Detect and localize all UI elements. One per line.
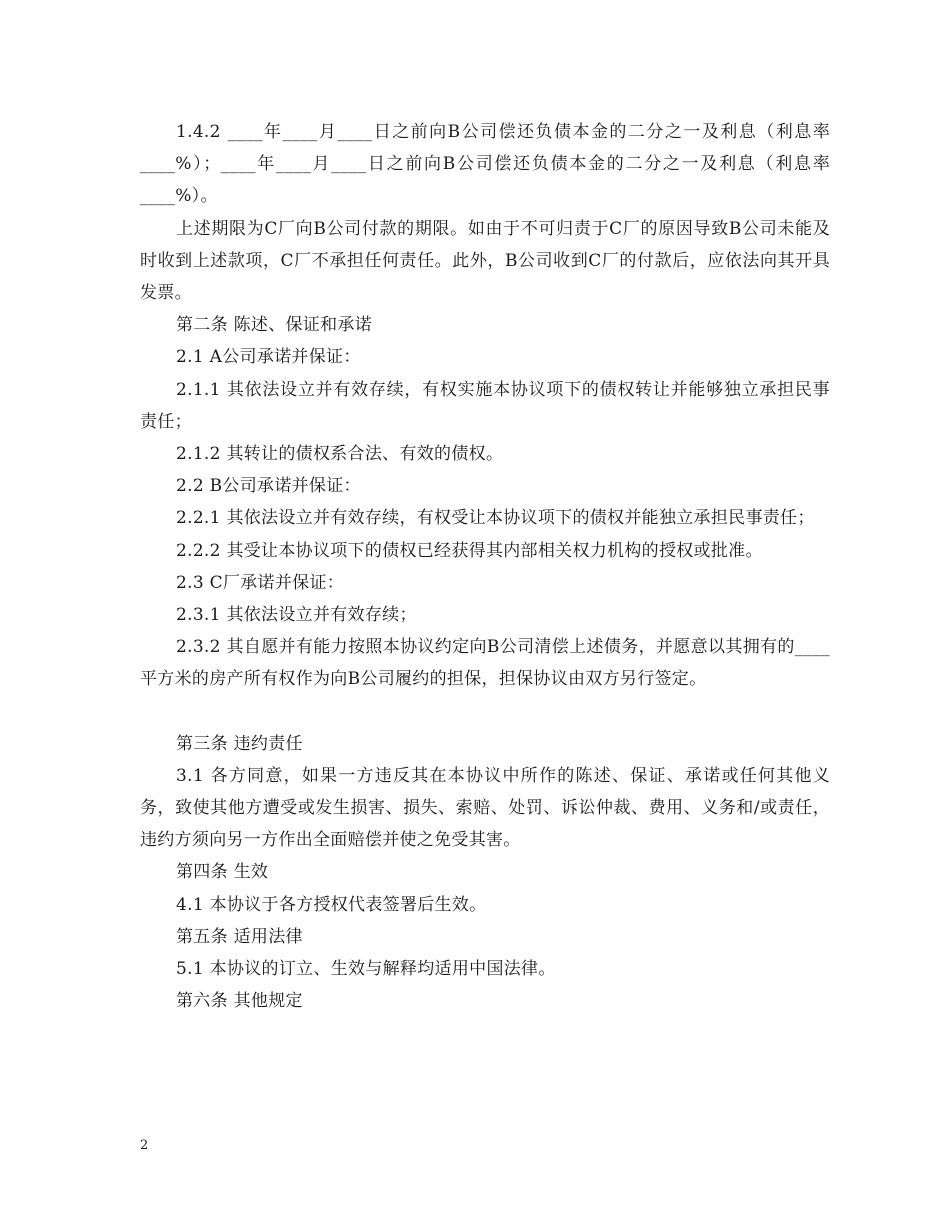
paragraph-2-3: 2.3 C厂承诺并保证： bbox=[176, 572, 345, 593]
heading-article-2: 第二条 陈述、保证和承诺 bbox=[176, 315, 373, 336]
paragraph-2-1-1: 2.1.1 其依法设立并有效存续，有权实施本协议项下的债权转让并能够独立承担民事责任； bbox=[140, 379, 830, 432]
paragraph-2-2-2: 2.2.2 其受让本协议项下的债权已经获得其内部相关权力机构的授权或批准。 bbox=[176, 540, 763, 561]
paragraph-2-1-2: 2.1.2 其转让的债权系合法、有效的债权。 bbox=[176, 444, 504, 465]
heading-article-3: 第三条 违约责任 bbox=[176, 733, 303, 754]
heading-article-4: 第四条 生效 bbox=[176, 862, 269, 883]
paragraph-5-1: 5.1 本协议的订立、生效与解释均适用中国法律。 bbox=[176, 959, 556, 980]
blank-line bbox=[140, 696, 830, 728]
paragraph-2-2: 2.2 B公司承诺并保证： bbox=[176, 476, 361, 497]
paragraph-2-3-2: 2.3.2 其自愿并有能力按照本协议约定向B公司清偿上述债务，并愿意以其拥有的____平方米的房产所有权作为向B公司履约的担保，担保协议由双方另行签定。 bbox=[140, 637, 830, 690]
paragraph-2-1: 2.1 A公司承诺并保证： bbox=[176, 347, 361, 368]
page-number: 2 bbox=[140, 1138, 149, 1153]
paragraph-1-4-2: 1.4.2 ____年____月____日之前向B公司偿还负债本金的二分之一及利息（利息率____%）；____年____月____日之前向B公司偿还负债本金的二分之一及利息（利息率____%）。 bbox=[140, 122, 830, 207]
heading-article-5: 第五条 适用法律 bbox=[176, 926, 303, 947]
paragraph-2-2-1: 2.2.1 其依法设立并有效存续，有权受让本协议项下的债权并能独立承担民事责任； bbox=[176, 508, 815, 529]
paragraph-2-3-1: 2.3.1 其依法设立并有效存续； bbox=[176, 605, 417, 626]
document-body bbox=[140, 116, 830, 1017]
heading-article-6: 第六条 其他规定 bbox=[176, 991, 303, 1012]
paragraph-3-1: 3.1 各方同意，如果一方违反其在本协议中所作的陈述、保证、承诺或任何其他义务，致使其他方遭受或发生损害、损失、索赔、处罚、诉讼仲裁、费用、义务和/或责任，违约方须向另一方作出全面赔偿并使之免受其害。 bbox=[140, 765, 830, 851]
paragraph-4-1: 4.1 本协议于各方授权代表签署后生效。 bbox=[176, 894, 487, 915]
paragraph-payment-term: 上述期限为C厂向B公司付款的期限。如由于不可归责于C厂的原因导致B公司未能及时收到上述款项，C厂不承担任何责任。此外，B公司收到C厂的付款后，应依法向其开具发票。 bbox=[140, 218, 830, 304]
